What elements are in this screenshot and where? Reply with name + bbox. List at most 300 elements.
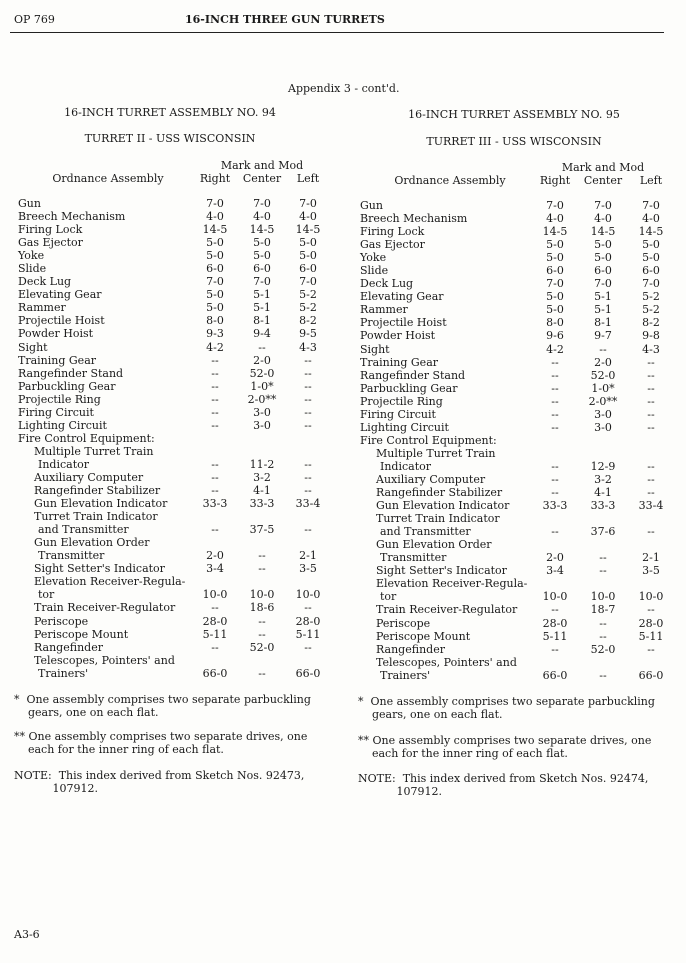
mark-mod-left: 4-0: [642, 212, 660, 226]
table-subtitle: TURRET III - USS WISCONSIN: [426, 135, 602, 148]
mark-mod-left: --: [304, 392, 312, 406]
assembly-name: Indicator: [38, 457, 90, 471]
mark-mod-center: --: [258, 549, 266, 563]
assembly-name: Firing Circuit: [360, 407, 436, 421]
table-row: [18, 601, 333, 614]
assembly-name: Rammer: [360, 303, 408, 317]
table-row: [360, 199, 676, 212]
mark-mod-center: 2-0: [594, 355, 612, 369]
footnote: ** One assembly comprises two separate drives, one each for the inner ring of each flat.: [358, 734, 652, 760]
row-line: [18, 549, 333, 562]
assembly-name: Parbuckling Gear: [360, 381, 458, 395]
mark-mod-left: 5-11: [295, 627, 321, 641]
footnote: * One assembly comprises two separate parbuckling gears, one on each flat.: [14, 693, 311, 719]
mark-mod-left: 66-0: [295, 666, 321, 680]
appendix-label: Appendix 3 - cont'd.: [288, 82, 400, 95]
mark-mod-center: 10-0: [590, 590, 616, 604]
assembly-name: Training Gear: [360, 355, 439, 369]
mark-mod-right: --: [551, 642, 559, 656]
assembly-name: Projectile Ring: [18, 392, 101, 406]
assembly-name: Powder Hoist: [360, 329, 436, 343]
mark-mod-right: 4-2: [206, 340, 224, 354]
mark-mod-left: 9-5: [299, 327, 317, 341]
mark-mod-right: 5-0: [206, 249, 224, 263]
mark-mod-right: 5-0: [546, 251, 564, 265]
mark-mod-right: --: [211, 470, 219, 484]
mark-mod-center: 37-5: [249, 523, 275, 537]
mark-mod-right: --: [211, 418, 219, 432]
table-row: [360, 212, 676, 225]
assembly-name: Rangefinder Stabilizer: [376, 486, 503, 500]
mark-mod-center: 52-0: [249, 640, 275, 654]
row-line: [18, 484, 333, 497]
mark-mod-left: --: [647, 486, 655, 500]
mark-mod-center: 14-5: [249, 223, 275, 237]
mark-mod-right: --: [211, 366, 219, 380]
row-line: [360, 238, 676, 251]
ordnance-assembly-header: Ordnance Assembly: [52, 172, 164, 185]
mark-mod-center: 3-0: [253, 405, 271, 419]
mark-mod-right: 14-5: [202, 223, 228, 237]
table-row: [18, 615, 333, 628]
table-row: [18, 288, 333, 301]
table-row: [18, 536, 333, 562]
row-line: [360, 303, 676, 316]
mark-mod-left: --: [647, 472, 655, 486]
table-row: [360, 290, 676, 303]
mark-mod-center: 5-1: [594, 303, 612, 317]
table-row: [18, 314, 333, 327]
table-row: [18, 510, 333, 536]
table-row: [360, 356, 676, 369]
mark-mod-left: --: [304, 366, 312, 380]
mark-mod-center: 9-4: [253, 327, 271, 341]
table-title: 16-INCH TURRET ASSEMBLY NO. 95: [408, 108, 620, 121]
table-row: [360, 656, 676, 682]
mark-mod-center: 1-0*: [591, 381, 615, 395]
assembly-name: Lighting Circuit: [18, 418, 107, 432]
row-line: [18, 236, 333, 249]
mark-mod-center: 5-0: [253, 236, 271, 250]
mark-mod-left: 5-2: [642, 290, 660, 304]
mark-mod-left: --: [304, 470, 312, 484]
table-row: [360, 329, 676, 342]
assembly-name: Multiple Turret Train: [376, 446, 496, 460]
mark-mod-center: 18-6: [249, 601, 275, 615]
mark-mod-center: --: [258, 614, 266, 628]
mark-mod-right: 4-0: [546, 212, 564, 226]
mark-mod-center: 7-0: [253, 275, 271, 289]
mark-mod-center: 9-7: [594, 329, 612, 343]
row-line: [18, 458, 333, 471]
column-header-center: Center: [242, 172, 282, 185]
assembly-name: Transmitter: [38, 549, 105, 563]
mark-mod-left: 5-0: [642, 238, 660, 252]
mark-mod-center: --: [599, 629, 607, 643]
mark-mod-center: 33-3: [590, 499, 616, 513]
assembly-name: Breech Mechanism: [360, 212, 468, 226]
mark-mod-left: 7-0: [299, 197, 317, 210]
source-note: NOTE: This index derived from Sketch Nos. 92474, 107912.: [358, 772, 649, 798]
mark-mod-right: 2-0: [206, 549, 224, 563]
mark-mod-left: 5-2: [299, 288, 317, 302]
mark-mod-center: 18-7: [590, 603, 616, 617]
mark-mod-right: 5-0: [546, 290, 564, 304]
assembly-name: tor: [38, 588, 55, 602]
row-line: [18, 393, 333, 406]
assembly-name: Multiple Turret Train: [34, 444, 154, 458]
row-line: [18, 275, 333, 288]
mark-mod-center: 4-1: [253, 484, 271, 498]
mark-mod-left: 5-2: [299, 301, 317, 315]
row-line: [18, 562, 333, 575]
table-row: [18, 628, 333, 641]
assembly-name: Elevation Receiver-Regula-: [376, 577, 528, 591]
row-line: [18, 314, 333, 327]
table-row: [360, 251, 676, 264]
assembly-name: Fire Control Equipment:: [18, 431, 155, 445]
row-line: [360, 199, 676, 212]
mark-mod-left: 8-2: [642, 316, 660, 330]
assembly-name: Rangefinder Stabilizer: [34, 484, 161, 498]
mark-mod-left: 6-0: [299, 262, 317, 276]
row-line: [18, 380, 333, 393]
mark-mod-center: 6-0: [594, 264, 612, 278]
assembly-name: Train Receiver-Regulator: [34, 601, 176, 615]
table-row: [18, 249, 333, 262]
row-line: [360, 473, 676, 486]
mark-mod-right: --: [551, 486, 559, 500]
mark-mod-left: --: [647, 459, 655, 473]
mark-mod-left: 28-0: [295, 614, 321, 628]
table-row: [18, 223, 333, 236]
mark-mod-left: --: [304, 484, 312, 498]
row-line: [18, 575, 333, 588]
running-title: 16-INCH THREE GUN TURRETS: [185, 13, 385, 26]
assembly-name: Rammer: [18, 301, 66, 315]
mark-mod-right: 3-4: [546, 564, 564, 578]
row-line: [360, 212, 676, 225]
mark-mod-right: 2-0: [546, 551, 564, 565]
mark-mod-center: 4-0: [253, 210, 271, 224]
mark-mod-center: 52-0: [249, 366, 275, 380]
mark-mod-center: 7-0: [253, 197, 271, 210]
mark-mod-left: 2-1: [642, 551, 660, 565]
row-line: [360, 264, 676, 277]
mark-mod-center: --: [258, 627, 266, 641]
table-row: [18, 262, 333, 275]
assembly-name: Transmitter: [380, 551, 447, 565]
assembly-name: Projectile Ring: [360, 394, 443, 408]
mark-mod-left: 10-0: [638, 590, 664, 604]
assembly-name: Rangefinder Stand: [18, 366, 124, 380]
assembly-name: Turret Train Indicator: [376, 512, 500, 526]
mark-mod-right: 7-0: [206, 197, 224, 210]
assembly-name: and Transmitter: [38, 523, 129, 537]
mark-mod-right: 5-11: [542, 629, 568, 643]
mark-mod-left: --: [304, 418, 312, 432]
row-line: [18, 628, 333, 641]
row-line: [360, 369, 676, 382]
assembly-name: Elevating Gear: [360, 290, 444, 304]
mark-mod-left: --: [304, 640, 312, 654]
row-line: [360, 447, 676, 460]
footnote: * One assembly comprises two separate parbuckling gears, one on each flat.: [358, 695, 655, 721]
mark-mod-center: 5-0: [253, 249, 271, 263]
table-row: [360, 421, 676, 434]
mark-mod-right: 28-0: [542, 616, 568, 630]
table-row: [18, 327, 333, 340]
ordnance-assembly-header: Ordnance Assembly: [394, 174, 506, 187]
table-row: [18, 367, 333, 380]
assembly-name: Train Receiver-Regulator: [376, 603, 518, 617]
mark-mod-right: 4-2: [546, 342, 564, 356]
row-line: [18, 197, 333, 210]
assembly-name: Slide: [18, 262, 47, 276]
row-line: [18, 432, 333, 445]
table-row: [18, 497, 333, 510]
footnote: ** One assembly comprises two separate drives, one each for the inner ring of each flat.: [14, 730, 308, 756]
mark-mod-center: 52-0: [590, 368, 616, 382]
assembly-name: Telescopes, Pointers' and: [376, 655, 517, 669]
mark-mod-center: 4-1: [594, 486, 612, 500]
table-row: [360, 473, 676, 486]
page-number: A3-6: [14, 928, 40, 941]
column-header-right: Right: [539, 174, 571, 187]
assembly-name: Yoke: [360, 251, 387, 265]
row-line: [360, 460, 676, 473]
mark-mod-right: --: [551, 472, 559, 486]
row-line: [360, 512, 676, 525]
row-line: [360, 434, 676, 447]
table-row: [360, 277, 676, 290]
table-row: [360, 577, 676, 603]
row-line: [360, 395, 676, 408]
assembly-name: Rangefinder: [376, 642, 445, 656]
assembly-name: Firing Circuit: [18, 405, 94, 419]
assembly-name: Turret Train Indicator: [34, 510, 158, 524]
mark-mod-right: --: [551, 355, 559, 369]
assembly-name: Gas Ejector: [360, 238, 425, 252]
table-row: [360, 447, 676, 473]
assembly-name: Gas Ejector: [18, 236, 83, 250]
mark-mod-right: 8-0: [206, 314, 224, 328]
table-row: [18, 197, 333, 210]
row-line: [360, 277, 676, 290]
mark-mod-center: 11-2: [249, 457, 275, 471]
mark-mod-right: 7-0: [546, 199, 564, 212]
mark-mod-left: 7-0: [642, 199, 660, 212]
mark-mod-left: --: [647, 603, 655, 617]
mark-mod-right: --: [211, 457, 219, 471]
mark-mod-left: --: [304, 601, 312, 615]
mark-mod-left: 4-0: [299, 210, 317, 224]
mark-mod-center: 1-0*: [250, 379, 274, 393]
mark-mod-right: --: [551, 603, 559, 617]
assembly-name: Breech Mechanism: [18, 210, 126, 224]
assembly-table: [18, 197, 333, 680]
mark-mod-left: 14-5: [638, 225, 664, 239]
mark-mod-center: 33-3: [249, 497, 275, 511]
table-row: [18, 575, 333, 601]
row-line: [18, 406, 333, 419]
mark-mod-right: 6-0: [546, 264, 564, 278]
mark-mod-center: 7-0: [594, 277, 612, 291]
mark-mod-left: --: [647, 355, 655, 369]
mark-mod-center: 2-0: [253, 353, 271, 367]
mark-mod-center: 37-6: [590, 525, 616, 539]
mark-mod-center: 10-0: [249, 588, 275, 602]
column-header-left: Left: [639, 174, 663, 187]
mark-mod-right: --: [211, 523, 219, 537]
table-row: [18, 471, 333, 484]
row-line: [360, 643, 676, 656]
table-row: [18, 406, 333, 419]
mark-and-mod-header: Mark and Mod: [220, 159, 304, 172]
mark-mod-right: 9-3: [206, 327, 224, 341]
mark-mod-right: 7-0: [206, 275, 224, 289]
mark-mod-left: --: [304, 523, 312, 537]
table-row: [360, 369, 676, 382]
mark-mod-right: --: [551, 459, 559, 473]
row-line: [360, 343, 676, 356]
mark-mod-right: 7-0: [546, 277, 564, 291]
assembly-name: Gun Elevation Indicator: [34, 497, 168, 511]
column-header-left: Left: [296, 172, 320, 185]
mark-mod-right: 5-0: [206, 236, 224, 250]
mark-mod-center: 3-2: [253, 470, 271, 484]
row-line: [18, 445, 333, 458]
mark-mod-right: 5-11: [202, 627, 228, 641]
table-row: [360, 486, 676, 499]
mark-and-mod-header: Mark and Mod: [561, 161, 645, 174]
assembly-name: Deck Lug: [18, 275, 72, 289]
row-line: [18, 497, 333, 510]
row-line: [18, 262, 333, 275]
assembly-name: Sight Setter's Indicator: [34, 562, 165, 576]
row-line: [18, 654, 333, 667]
mark-mod-right: --: [211, 484, 219, 498]
row-line: [360, 617, 676, 630]
assembly-name: Slide: [360, 264, 389, 278]
mark-mod-left: 2-1: [299, 549, 317, 563]
table-row: [360, 512, 676, 538]
table-row: [18, 380, 333, 393]
table-row: [360, 343, 676, 356]
assembly-name: Parbuckling Gear: [18, 379, 116, 393]
mark-mod-left: --: [647, 525, 655, 539]
table-row: [18, 354, 333, 367]
table-row: [360, 303, 676, 316]
row-line: [360, 499, 676, 512]
row-line: [360, 630, 676, 643]
mark-mod-left: 7-0: [299, 275, 317, 289]
mark-mod-left: 66-0: [638, 668, 664, 682]
row-line: [18, 510, 333, 523]
assembly-name: Rangefinder Stand: [360, 368, 466, 382]
source-note: NOTE: This index derived from Sketch Nos. 92473, 107912.: [14, 769, 305, 795]
mark-mod-center: --: [258, 666, 266, 680]
assembly-name: Periscope: [376, 616, 431, 630]
mark-mod-left: 7-0: [642, 277, 660, 291]
row-line: [18, 471, 333, 484]
mark-mod-left: --: [647, 407, 655, 421]
mark-mod-left: --: [647, 642, 655, 656]
mark-mod-right: --: [211, 379, 219, 393]
mark-mod-left: 5-2: [642, 303, 660, 317]
table-title: 16-INCH TURRET ASSEMBLY NO. 94: [64, 106, 276, 119]
mark-mod-center: 8-1: [594, 316, 612, 330]
mark-mod-center: --: [599, 342, 607, 356]
mark-mod-center: 2-0**: [588, 394, 618, 408]
row-line: [360, 225, 676, 238]
table-row: [360, 316, 676, 329]
table-row: [360, 395, 676, 408]
mark-mod-right: --: [211, 353, 219, 367]
mark-mod-center: 5-1: [253, 288, 271, 302]
assembly-name: Lighting Circuit: [360, 420, 449, 434]
mark-mod-right: 9-6: [546, 329, 564, 343]
mark-mod-center: 5-1: [594, 290, 612, 304]
mark-mod-left: --: [647, 368, 655, 382]
mark-mod-right: 33-3: [202, 497, 228, 511]
mark-mod-right: 5-0: [546, 238, 564, 252]
assembly-name: Training Gear: [18, 353, 97, 367]
mark-mod-center: 8-1: [253, 314, 271, 328]
mark-mod-left: --: [304, 379, 312, 393]
assembly-name: Telescopes, Pointers' and: [34, 653, 175, 667]
table-row: [360, 538, 676, 564]
mark-mod-left: 5-0: [299, 236, 317, 250]
assembly-table: [360, 199, 676, 682]
mark-mod-center: --: [258, 340, 266, 354]
mark-mod-left: 9-8: [642, 329, 660, 343]
mark-mod-right: --: [551, 420, 559, 434]
table-row: [18, 432, 333, 445]
table-row: [18, 641, 333, 654]
mark-mod-center: 5-0: [594, 238, 612, 252]
mark-mod-left: 33-4: [638, 499, 664, 513]
mark-mod-right: --: [211, 405, 219, 419]
mark-mod-center: 5-1: [253, 301, 271, 315]
assembly-name: Sight: [360, 342, 390, 356]
mark-mod-left: 5-11: [638, 629, 664, 643]
mark-mod-right: 28-0: [202, 614, 228, 628]
row-line: [360, 656, 676, 669]
mark-mod-right: 10-0: [542, 590, 568, 604]
table-row: [360, 603, 676, 616]
mark-mod-left: 4-3: [642, 342, 660, 356]
row-line: [360, 408, 676, 421]
row-line: [360, 356, 676, 369]
mark-mod-left: --: [647, 394, 655, 408]
row-line: [360, 316, 676, 329]
mark-mod-left: 6-0: [642, 264, 660, 278]
mark-mod-left: --: [304, 353, 312, 367]
table-row: [18, 236, 333, 249]
table-row: [360, 238, 676, 251]
table-row: [360, 630, 676, 643]
mark-mod-right: 5-0: [206, 301, 224, 315]
mark-mod-left: --: [304, 457, 312, 471]
mark-mod-center: 2-0**: [247, 392, 277, 406]
mark-mod-center: --: [599, 551, 607, 565]
assembly-name: Auxiliary Computer: [34, 470, 144, 484]
mark-mod-left: --: [647, 420, 655, 434]
mark-mod-left: --: [647, 381, 655, 395]
row-line: [360, 577, 676, 590]
table-row: [18, 210, 333, 223]
